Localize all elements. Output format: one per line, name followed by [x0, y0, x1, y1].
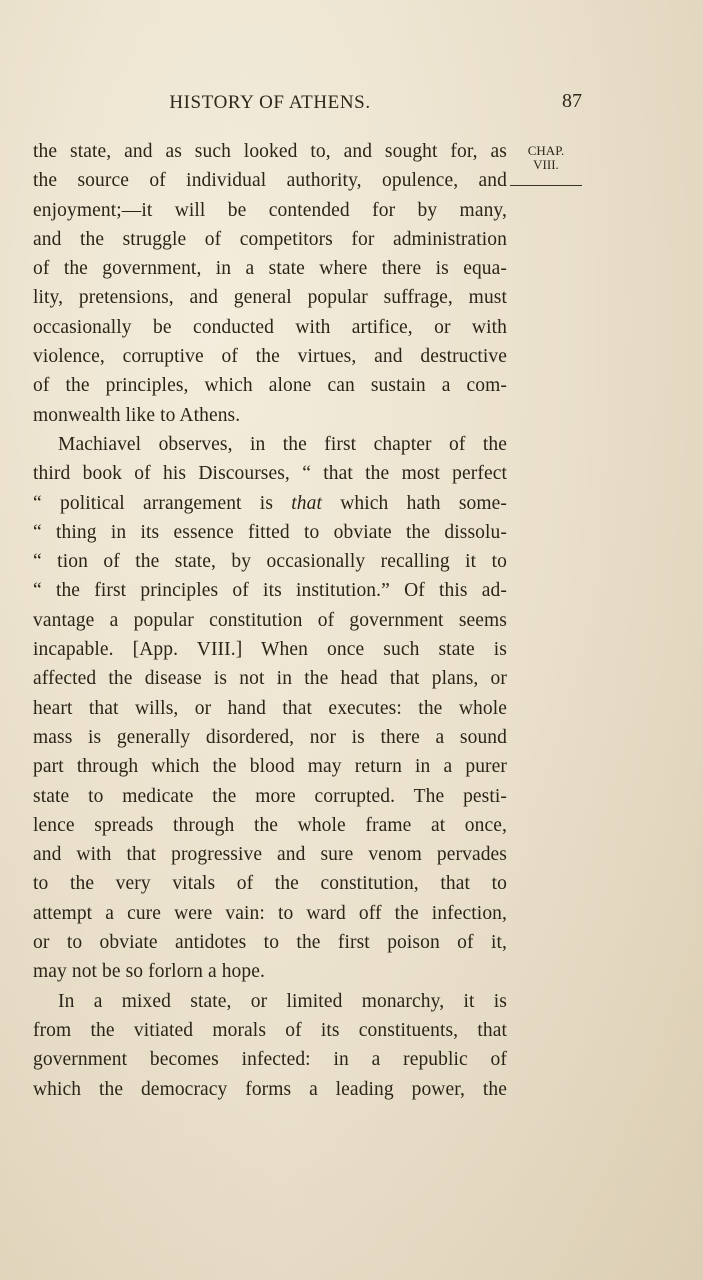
text-line: attempt a cure were vain: to ward off the infection, — [33, 902, 507, 924]
text-line — [33, 489, 507, 518]
chapter-margin-note — [510, 144, 582, 172]
text-line: enjoyment;—it will be contended for by many, — [33, 199, 507, 221]
page-number: 87 — [562, 90, 582, 112]
text-line: the state, and as such looked to, and sought for, as — [33, 141, 507, 162]
body-text — [33, 137, 507, 1104]
text-line: may not be so forlorn a hope. — [33, 961, 265, 983]
text-line: or to obviate antidotes to the first poison of it, — [33, 932, 507, 954]
text-line: to the very vitals of the constitution, that to — [33, 873, 507, 895]
text-line: affected the disease is not in the head that plans, or — [33, 668, 507, 690]
text-line: of the principles, which alone can sustain a com- — [33, 375, 507, 397]
text-line: of the government, in a state where there is equa- — [33, 258, 507, 280]
text-line: incapable. [App. VIII.] When once such state is — [33, 639, 507, 661]
text-line: and with that progressive and sure venom pervades — [33, 844, 507, 866]
text-line: which the democracy forms a leading power, the — [33, 1078, 507, 1100]
text-line: third book of his Discourses, “ that the most perfect — [33, 463, 507, 485]
text-line: monwealth like to Athens. — [33, 404, 241, 426]
chapter-label: CHAP. — [527, 143, 565, 158]
text-fragment: which hath some- — [340, 492, 507, 514]
chapter-number: VIII. — [533, 157, 559, 172]
text-line: Machiavel observes, in the first chapter of the — [58, 433, 507, 455]
chapter-rule — [510, 185, 582, 186]
text-line: lence spreads through the whole frame at once, — [33, 814, 507, 836]
text-fragment: “ political arrangement is — [33, 492, 274, 514]
text-line: state to medicate the more corrupted. The pesti- — [33, 785, 507, 807]
text-line: occasionally be conducted with artifice, or with — [33, 316, 507, 338]
text-line: In a mixed state, or limited monarchy, it is — [58, 990, 507, 1012]
text-line: part through which the blood may return in a purer — [33, 756, 507, 778]
text-line: “ the first principles of its institution.” Of this ad- — [33, 580, 507, 602]
running-title: HISTORY OF ATHENS. — [169, 92, 371, 113]
text-line: and the struggle of competitors for administration — [33, 228, 507, 250]
text-line: mass is generally disordered, nor is there a sound — [33, 726, 507, 748]
text-line: from the vitiated morals of its constituents, that — [33, 1019, 507, 1041]
text-line: violence, corruptive of the virtues, and destructive — [33, 346, 507, 368]
text-line: the source of individual authority, opulence, and — [33, 170, 507, 192]
text-line: “ tion of the state, by occasionally recalling it to — [33, 551, 507, 573]
text-line: lity, pretensions, and general popular suffrage, must — [33, 287, 507, 309]
text-line: government becomes infected: in a republic of — [33, 1049, 507, 1071]
italic-word: that — [291, 492, 322, 514]
text-line: heart that wills, or hand that executes: the whole — [33, 697, 507, 719]
text-line: “ thing in its essence fitted to obviate the dissolu- — [33, 521, 507, 543]
text-line: vantage a popular constitution of government seems — [33, 609, 507, 631]
